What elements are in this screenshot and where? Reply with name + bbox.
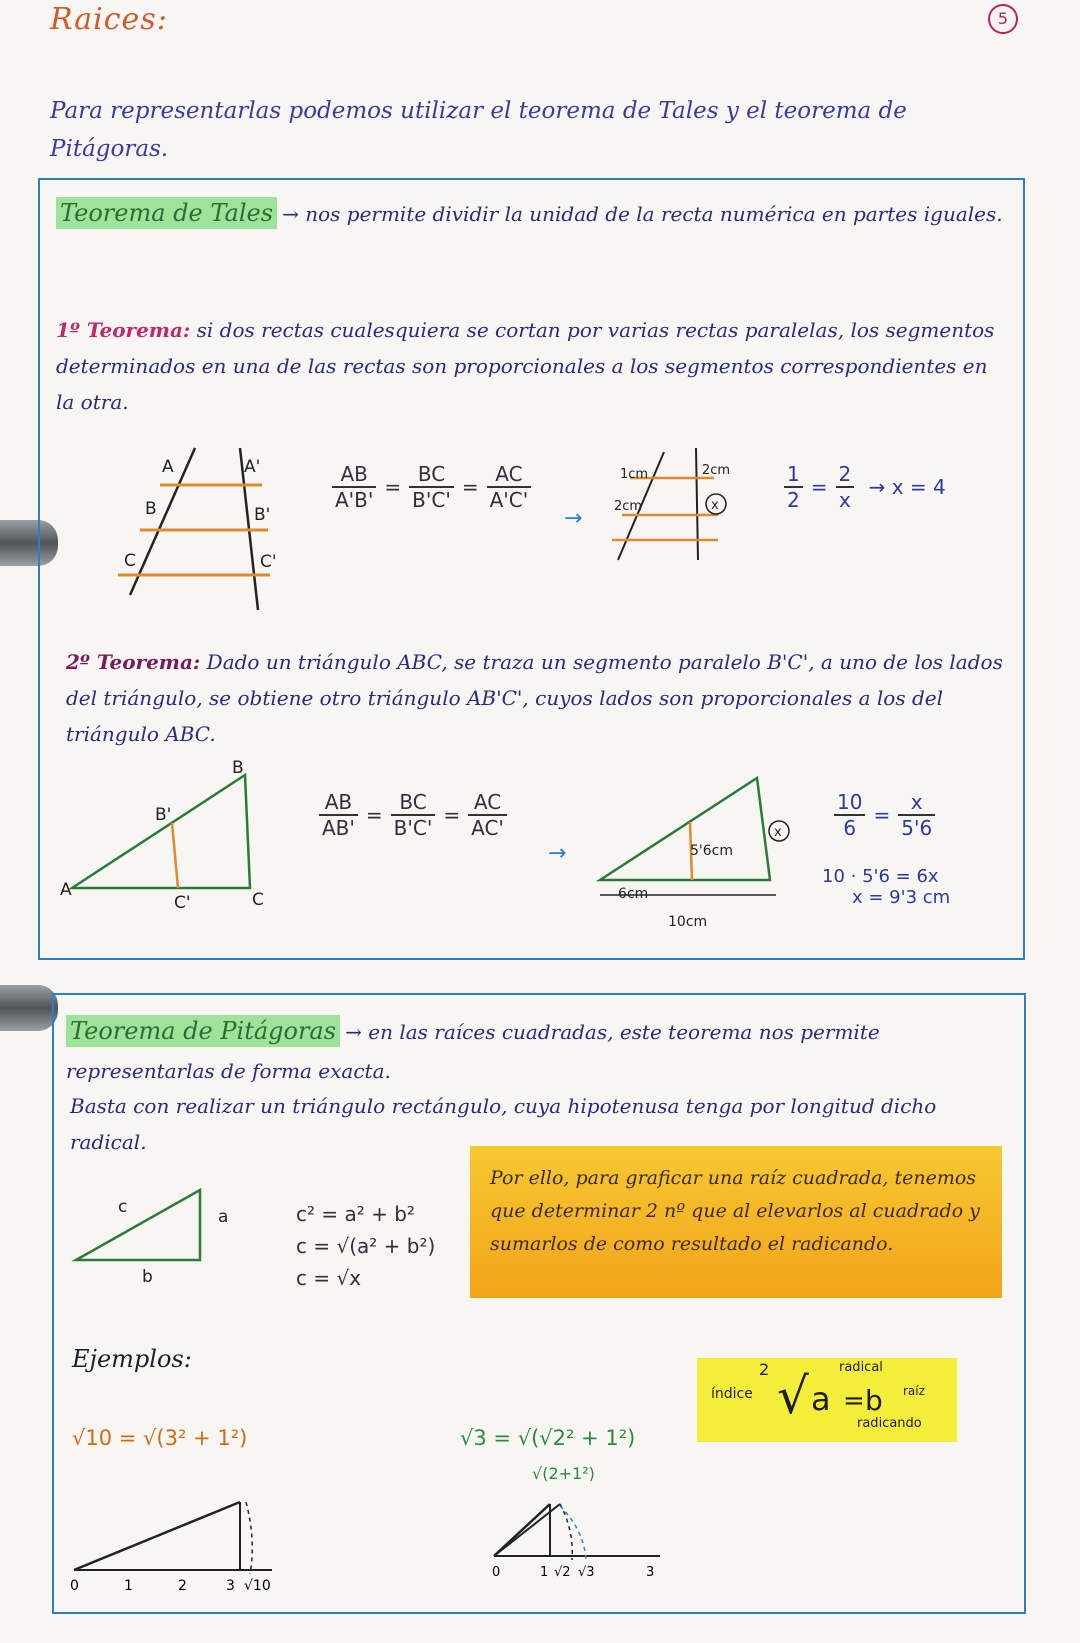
theorem-2-label: 2º Teorema:: [66, 650, 201, 674]
ratio-num: AB: [319, 790, 358, 816]
highlight-note: Por ello, para graficar una raíz cuadrada, tenemos que determinar 2 nº que al elevarlos al cuadrado y sumarlos de como resultado el radicando.: [470, 1146, 1002, 1298]
solution-line: x = 9'3 cm: [852, 887, 951, 908]
svg-text:b: b: [142, 1267, 153, 1287]
radicand: a: [811, 1380, 831, 1418]
example-num: x: [898, 790, 935, 816]
svg-text:2cm: 2cm: [702, 463, 731, 478]
svg-text:6cm: 6cm: [618, 886, 649, 902]
example-num: 10: [834, 790, 865, 816]
svg-text:3: 3: [226, 1578, 235, 1594]
theorem-1-example: $\frac{1}{2}$ = $\frac{2}{x}$ → x = 4: [780, 462, 950, 512]
radical-sign-icon: √: [777, 1367, 809, 1425]
svg-text:1: 1: [540, 1565, 549, 1580]
svg-text:C: C: [252, 890, 264, 910]
index-value: 2: [759, 1360, 770, 1379]
ratio-den: A'C': [489, 488, 529, 512]
theorem-2-example: $\frac{10}{6}$ = $\frac{x}{5'6}$: [830, 790, 939, 840]
page-title: Raices:: [50, 2, 168, 37]
svg-text:x: x: [711, 498, 719, 513]
svg-text:B: B: [232, 758, 244, 778]
sqrt3-construction: [492, 1504, 660, 1580]
svg-text:3: 3: [646, 1565, 655, 1580]
svg-text:C': C': [260, 552, 277, 572]
root-result: b: [865, 1384, 883, 1417]
svg-text:B: B: [145, 499, 157, 519]
triangle-abc-figure: [60, 758, 264, 913]
example-den: 2: [787, 488, 800, 512]
svg-text:1cm: 1cm: [620, 467, 649, 482]
svg-text:C: C: [124, 551, 136, 571]
ratio-num: BC: [391, 790, 436, 816]
example-1-formula: √10 = √(3² + 1²): [72, 1426, 248, 1450]
example-2-sub: √(2+1²): [532, 1464, 595, 1483]
radical-label: radical: [839, 1360, 883, 1375]
theorem-1-ratio: $\frac{AB}{A'B'}$ = $\frac{BC}{B'C'}$ = $\frac{AC}{A'C'}$: [328, 462, 535, 512]
svg-text:2cm: 2cm: [614, 499, 643, 514]
ratio-num: AC: [487, 462, 532, 488]
svg-text:A: A: [60, 880, 72, 900]
examples-label: Ejemplos:: [72, 1345, 192, 1373]
ratio-den: AC': [471, 816, 504, 840]
svg-text:a: a: [218, 1207, 229, 1227]
thales-example-figure: [564, 448, 730, 560]
svg-text:c: c: [118, 1197, 128, 1217]
svg-text:A': A': [244, 457, 261, 477]
sqrt10-construction: [70, 1502, 272, 1594]
pitagoras-heading-tail: → en las raíces cuadradas, este teorema nos permite representarlas de forma exacta.: [66, 1020, 880, 1083]
svg-text:5'6cm: 5'6cm: [690, 843, 733, 859]
svg-text:B': B': [155, 805, 172, 825]
svg-text:1: 1: [124, 1578, 133, 1594]
intro-text: Para representarlas podemos utilizar el teorema de Tales y el teorema de Pitágoras.: [50, 98, 907, 162]
svg-text:x: x: [774, 825, 782, 840]
arrow-right-icon: →: [548, 841, 567, 866]
ratio-den: AB': [322, 816, 355, 840]
ratio-num: BC: [409, 462, 454, 488]
example-2-formula: √3 = √(√2² + 1²): [460, 1426, 636, 1450]
page-number-badge: 5: [988, 4, 1018, 34]
svg-text:0: 0: [70, 1578, 79, 1594]
right-triangle-figure: [76, 1190, 228, 1287]
example-num: 1: [784, 462, 803, 488]
svg-text:0: 0: [492, 1565, 501, 1580]
root-label: raíz: [903, 1384, 925, 1398]
thales-parallel-lines-figure: [118, 448, 277, 610]
solution-line: 10 · 5'6 = 6x: [822, 866, 939, 887]
theorem-1-label: 1º Teorema:: [56, 318, 191, 342]
example-den: x: [838, 488, 851, 512]
svg-text:C': C': [174, 893, 191, 913]
theorem-2-text: Dado un triángulo ABC, se traza un segmento paralelo B'C', a uno de los lados del triángulo, se obtiene otro triángulo AB'C', cuyos lados son proporcionales a los del triángulo ABC.: [66, 650, 1003, 746]
svg-text:√10: √10: [244, 1578, 271, 1594]
formula-line: c = √x: [296, 1266, 362, 1290]
triangle-example-figure: [548, 778, 789, 930]
ratio-den: A'B': [335, 488, 374, 512]
pitagoras-text: Basta con realizar un triángulo rectángulo, cuya hipotenusa tenga por longitud dicho radical.: [70, 1094, 937, 1154]
theorem-2-ratio: $\frac{AB}{AB'}$ = $\frac{BC}{B'C'}$ = $\frac{AC}{AC'}$: [315, 790, 511, 840]
ratio-den: B'C': [412, 488, 451, 512]
arrow-right-icon: →: [564, 506, 583, 531]
formula-line: c² = a² + b²: [296, 1202, 415, 1226]
svg-text:√2: √2: [554, 1565, 571, 1580]
ratio-num: AB: [332, 462, 376, 488]
example-num: 2: [836, 462, 855, 488]
example-den: 6: [843, 816, 857, 840]
svg-text:√3: √3: [578, 1565, 595, 1580]
equals-sign: =: [843, 1386, 865, 1416]
ratio-num: AC: [468, 790, 507, 816]
radicand-label: radicando: [857, 1416, 922, 1431]
example-result: → x = 4: [868, 475, 946, 499]
tales-heading-tail: → nos permite dividir la unidad de la recta numérica en partes iguales.: [282, 202, 1003, 226]
example-den: 5'6: [901, 816, 933, 840]
svg-text:B': B': [254, 505, 271, 525]
tales-heading: Teorema de Tales: [56, 197, 277, 229]
ratio-den: B'C': [393, 816, 433, 840]
index-label: índice: [711, 1386, 753, 1402]
formula-line: c = √(a² + b²): [296, 1234, 436, 1258]
theorem-1-text: si dos rectas cualesquiera se cortan por varias rectas paralelas, los segmentos determinados en una de las rectas son proporcionales a los segmentos correspondientes en la otra.: [56, 318, 995, 414]
pitagoras-heading: Teorema de Pitágoras: [66, 1015, 340, 1047]
svg-text:10cm: 10cm: [668, 914, 708, 930]
svg-text:A: A: [162, 457, 174, 477]
svg-text:2: 2: [178, 1578, 187, 1594]
